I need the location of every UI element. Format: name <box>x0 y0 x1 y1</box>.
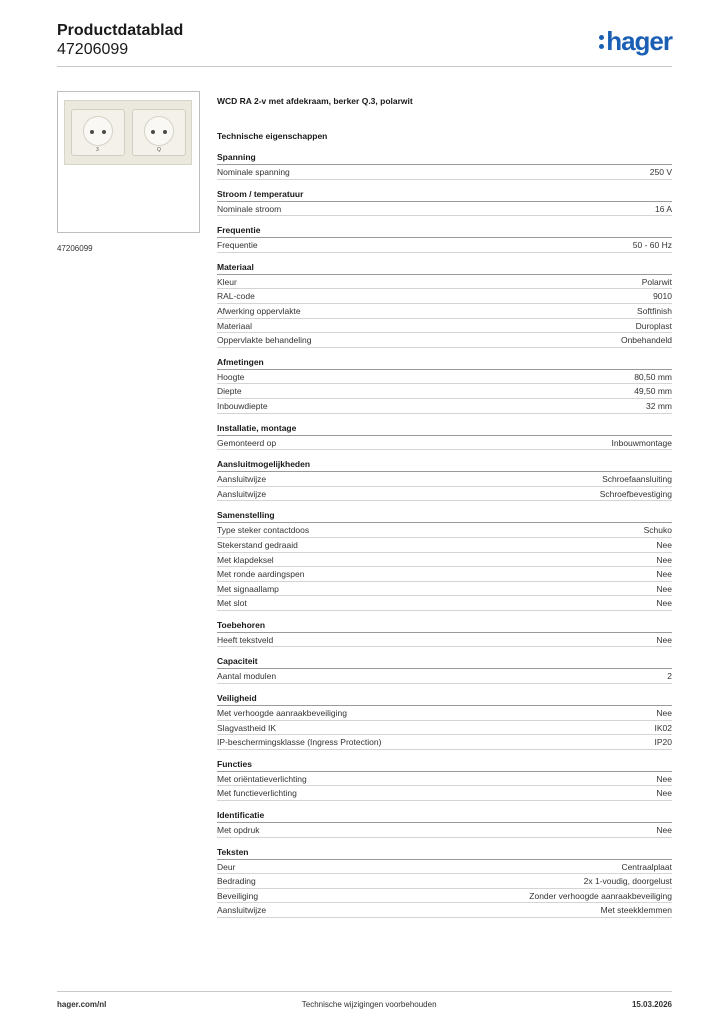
spec-row <box>217 903 672 918</box>
image-caption: 47206099 <box>57 244 93 253</box>
spec-label: Kleur <box>217 276 237 287</box>
spec-value: 250 V <box>649 167 672 177</box>
spec-label: Slagvastheid IK <box>217 722 277 733</box>
cover-frame <box>64 100 192 165</box>
section-title: Capaciteit <box>217 656 672 669</box>
spec-section <box>217 693 672 750</box>
spec-label: Deur <box>217 861 236 872</box>
spec-value: Met steekklemmen <box>600 905 672 916</box>
spec-label: Aantal modulen <box>217 671 277 682</box>
footer-disclaimer: Technische wijzigingen voorbehouden <box>301 1000 437 1009</box>
spec-label: Bedrading <box>217 876 256 887</box>
spec-label: Met slot <box>217 598 247 609</box>
spec-value: Nee <box>656 788 672 799</box>
spec-row <box>217 874 672 889</box>
spec-row <box>217 399 672 414</box>
spec-label: Gemonteerd op <box>217 437 277 448</box>
spec-section <box>217 225 672 253</box>
section-title: Veiligheid <box>217 693 672 706</box>
spec-value: 80,50 mm <box>634 371 672 382</box>
section-title: Identificatie <box>217 810 672 823</box>
spec-row <box>217 582 672 597</box>
spec-value: Schroefaansluiting <box>602 474 672 485</box>
spec-label: Beveiliging <box>217 890 259 901</box>
specifications <box>217 95 672 927</box>
spec-row <box>217 289 672 304</box>
spec-label: Oppervlakte behandeling <box>217 335 312 346</box>
spec-value: Nee <box>656 634 672 645</box>
section-title: Installatie, montage <box>217 423 672 436</box>
spec-row <box>217 304 672 319</box>
spec-section <box>217 759 672 801</box>
spec-label: Met ronde aardingspen <box>217 569 305 580</box>
spec-value: Nee <box>656 598 672 609</box>
spec-label: Hoogte <box>217 371 245 382</box>
section-title: Toebehoren <box>217 620 672 633</box>
spec-value: Inbouwmontage <box>611 437 672 448</box>
spec-label: Nominale stroom <box>217 203 282 214</box>
spec-value: Zonder verhoogde aanraakbeveiliging <box>529 890 672 901</box>
spec-value: Nee <box>656 825 672 836</box>
spec-row <box>217 596 672 611</box>
logo-dots-icon <box>599 35 604 49</box>
spec-value: 50 - 60 Hz <box>632 240 672 251</box>
socket-right <box>132 109 186 156</box>
spec-section <box>217 510 672 611</box>
spec-row <box>217 523 672 538</box>
section-title: Materiaal <box>217 262 672 275</box>
spec-label: Frequentie <box>217 240 258 251</box>
spec-row <box>217 823 672 838</box>
spec-value: Polarwit <box>641 276 672 287</box>
spec-label: Afwerking oppervlakte <box>217 305 301 316</box>
spec-value: Schuko <box>643 525 672 536</box>
spec-value: Nee <box>656 708 672 719</box>
spec-row <box>217 553 672 568</box>
spec-row <box>217 472 672 487</box>
spec-value: IK02 <box>654 722 672 733</box>
spec-row <box>217 202 672 217</box>
header-divider <box>57 66 672 67</box>
spec-row <box>217 669 672 684</box>
section-title: Aansluitmogelijkheden <box>217 459 672 472</box>
footer <box>57 991 672 1009</box>
spec-row <box>217 333 672 348</box>
section-title: Functies <box>217 759 672 772</box>
document-title: Productdatablad <box>57 22 184 39</box>
spec-row <box>217 860 672 875</box>
product-image <box>57 91 200 233</box>
spec-row <box>217 706 672 721</box>
spec-label: Met klapdeksel <box>217 554 274 565</box>
spec-value: Nee <box>656 773 672 784</box>
document-number: 47206099 <box>57 41 129 58</box>
hager-logo <box>599 28 672 54</box>
spec-row <box>217 772 672 787</box>
spec-value: IP20 <box>654 737 672 748</box>
spec-row <box>217 384 672 399</box>
spec-row <box>217 735 672 750</box>
socket-left-label: 3 <box>96 147 99 153</box>
spec-label: Met opdruk <box>217 825 260 836</box>
spec-row <box>217 370 672 385</box>
spec-value: Centraalplaat <box>621 861 672 872</box>
spec-value: 32 mm <box>646 400 672 411</box>
spec-label: Aansluitwijze <box>217 488 267 499</box>
spec-section <box>217 262 672 348</box>
spec-row <box>217 786 672 801</box>
spec-value: Nee <box>656 569 672 580</box>
section-title: Samenstelling <box>217 510 672 523</box>
spec-label: Inbouwdiepte <box>217 400 268 411</box>
document-header <box>57 21 183 59</box>
spec-value: 9010 <box>653 291 672 302</box>
spec-value: 16 A <box>654 203 672 214</box>
spec-label: Met functieverlichting <box>217 788 297 799</box>
spec-label: Materiaal <box>217 320 252 331</box>
spec-row <box>217 165 672 180</box>
spec-row <box>217 275 672 290</box>
spec-label: IP-beschermingsklasse (Ingress Protection) <box>217 737 382 748</box>
spec-row <box>217 436 672 451</box>
spec-section <box>217 459 672 501</box>
spec-label: RAL-code <box>217 291 255 302</box>
spec-row <box>217 889 672 904</box>
spec-row <box>217 319 672 334</box>
spec-label: Met signaallamp <box>217 583 279 594</box>
section-title: Afmetingen <box>217 357 672 370</box>
spec-section <box>217 810 672 838</box>
spec-section <box>217 656 672 684</box>
spec-row <box>217 238 672 253</box>
spec-section <box>217 357 672 414</box>
logo-text: hager <box>606 26 672 56</box>
spec-label: Aansluitwijze <box>217 474 267 485</box>
section-title: Stroom / temperatuur <box>217 189 672 202</box>
spec-sections <box>217 152 672 918</box>
spec-value: 2 <box>667 671 672 682</box>
spec-label: Met verhoogde aanraakbeveiliging <box>217 708 347 719</box>
section-title: Spanning <box>217 152 672 165</box>
spec-label: Met oriëntatieverlichting <box>217 773 307 784</box>
spec-row <box>217 538 672 553</box>
spec-value: Softfinish <box>637 305 672 316</box>
spec-section <box>217 189 672 217</box>
spec-row <box>217 721 672 736</box>
section-title: Teksten <box>217 847 672 860</box>
spec-value: Duroplast <box>635 320 672 331</box>
spec-section <box>217 152 672 180</box>
footer-date: 15.03.2026 <box>631 1000 672 1009</box>
spec-label: Nominale spanning <box>217 167 290 177</box>
socket-right-label: Q <box>157 147 161 153</box>
spec-label: Aansluitwijze <box>217 905 267 916</box>
spec-label: Heeft tekstveld <box>217 634 274 645</box>
spec-value: 49,50 mm <box>634 386 672 397</box>
spec-row <box>217 567 672 582</box>
spec-section <box>217 620 672 648</box>
spec-row <box>217 633 672 648</box>
spec-label: Diepte <box>217 386 242 397</box>
spec-value: Nee <box>656 554 672 565</box>
section-title: Frequentie <box>217 225 672 238</box>
spec-section <box>217 423 672 451</box>
spec-label: Stekerstand gedraaid <box>217 539 298 550</box>
product-description: WCD RA 2-v met afdekraam, berker Q.3, polarwit <box>217 96 413 106</box>
spec-value: Onbehandeld <box>620 335 672 346</box>
socket-left <box>71 109 125 156</box>
spec-value: Nee <box>656 539 672 550</box>
footer-website[interactable]: hager.com/nl <box>57 1000 107 1009</box>
spec-label: Type steker contactdoos <box>217 525 310 536</box>
spec-value: Schroefbevestiging <box>599 488 672 499</box>
spec-value: Nee <box>656 583 672 594</box>
spec-row <box>217 487 672 502</box>
tech-properties-heading: Technische eigenschappen <box>217 131 328 141</box>
spec-value: 2x 1-voudig, doorgelust <box>583 876 672 887</box>
spec-section <box>217 847 672 918</box>
